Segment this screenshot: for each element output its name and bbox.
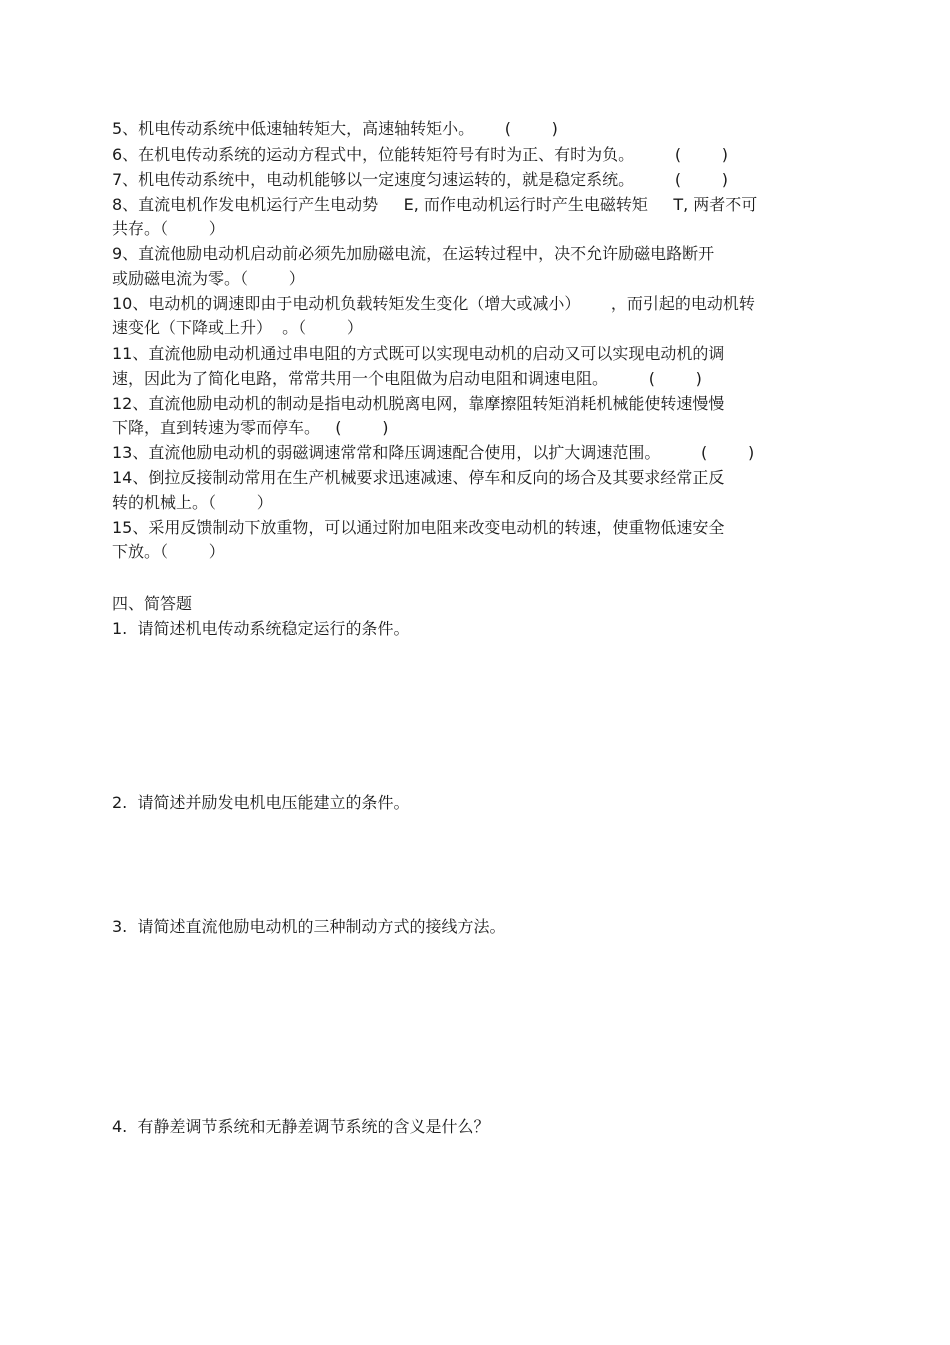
tf-item-13-line-1: 13、直流他励电动机的弱磁调速常常和降压调速配合使用，以扩大调速范围。 ( ) bbox=[112, 443, 755, 462]
short-answer-question-1: 1. 请简述机电传动系统稳定运行的条件。 bbox=[112, 619, 410, 638]
tf-item-5-line-1: 5、机电传动系统中低速轴转矩大，高速轴转矩小。 ( ) bbox=[112, 119, 558, 138]
tf-item-14-line-2: 转的机械上。（ ） bbox=[112, 493, 273, 512]
tf-item-11-line-1: 11、直流他励电动机通过串电阻的方式既可以实现电动机的启动又可以实现电动机的调 bbox=[112, 344, 725, 363]
short-answer-question-4: 4. 有静差调节系统和无静差调节系统的含义是什么？ bbox=[112, 1117, 490, 1136]
section-four-heading: 四、简答题 bbox=[112, 594, 193, 613]
tf-item-10-line-2: 速变化（下降或上升） 。（ ） bbox=[112, 318, 363, 337]
tf-item-8-line-2: 共存。（ ） bbox=[112, 219, 225, 238]
tf-item-15-line-1: 15、采用反馈制动下放重物，可以通过附加电阻来改变电动机的转速，使重物低速安全 bbox=[112, 518, 725, 537]
tf-item-9-line-1: 9、直流他励电动机启动前必须先加励磁电流，在运转过程中，决不允许励磁电路断开 bbox=[112, 244, 715, 263]
tf-item-11-line-2: 速，因此为了简化电路，常常共用一个电阻做为启动电阻和调速电阻。 ( ) bbox=[112, 369, 702, 388]
short-answer-question-2: 2. 请简述并励发电机电压能建立的条件。 bbox=[112, 793, 410, 812]
tf-item-15-line-2: 下放。（ ） bbox=[112, 542, 225, 561]
tf-item-12-line-2: 下降，直到转速为零而停车。 ( ) bbox=[112, 418, 389, 437]
tf-item-12-line-1: 12、直流他励电动机的制动是指电动机脱离电网，靠摩擦阻转矩消耗机械能使转速慢慢 bbox=[112, 394, 725, 413]
tf-item-6-line-1: 6、在机电传动系统的运动方程式中，位能转矩符号有时为正、有时为负。 ( ) bbox=[112, 145, 729, 164]
tf-item-9-line-2: 或励磁电流为零。（ ） bbox=[112, 269, 305, 288]
tf-item-7-line-1: 7、机电传动系统中，电动机能够以一定速度匀速运转的，就是稳定系统。 ( ) bbox=[112, 170, 729, 189]
tf-item-14-line-1: 14、倒拉反接制动常用在生产机械要求迅速减速、停车和反向的场合及其要求经常正反 bbox=[112, 468, 725, 487]
tf-item-8-line-1: 8、直流电机作发电机运行产生电动势 E, 而作电动机运行时产生电磁转矩 T, 两者不可 bbox=[112, 195, 758, 214]
tf-item-10-line-1: 10、电动机的调速即由于电动机负载转矩发生变化（增大或减小） ，而引起的电动机转 bbox=[112, 294, 755, 313]
short-answer-question-3: 3. 请简述直流他励电动机的三种制动方式的接线方法。 bbox=[112, 917, 506, 936]
